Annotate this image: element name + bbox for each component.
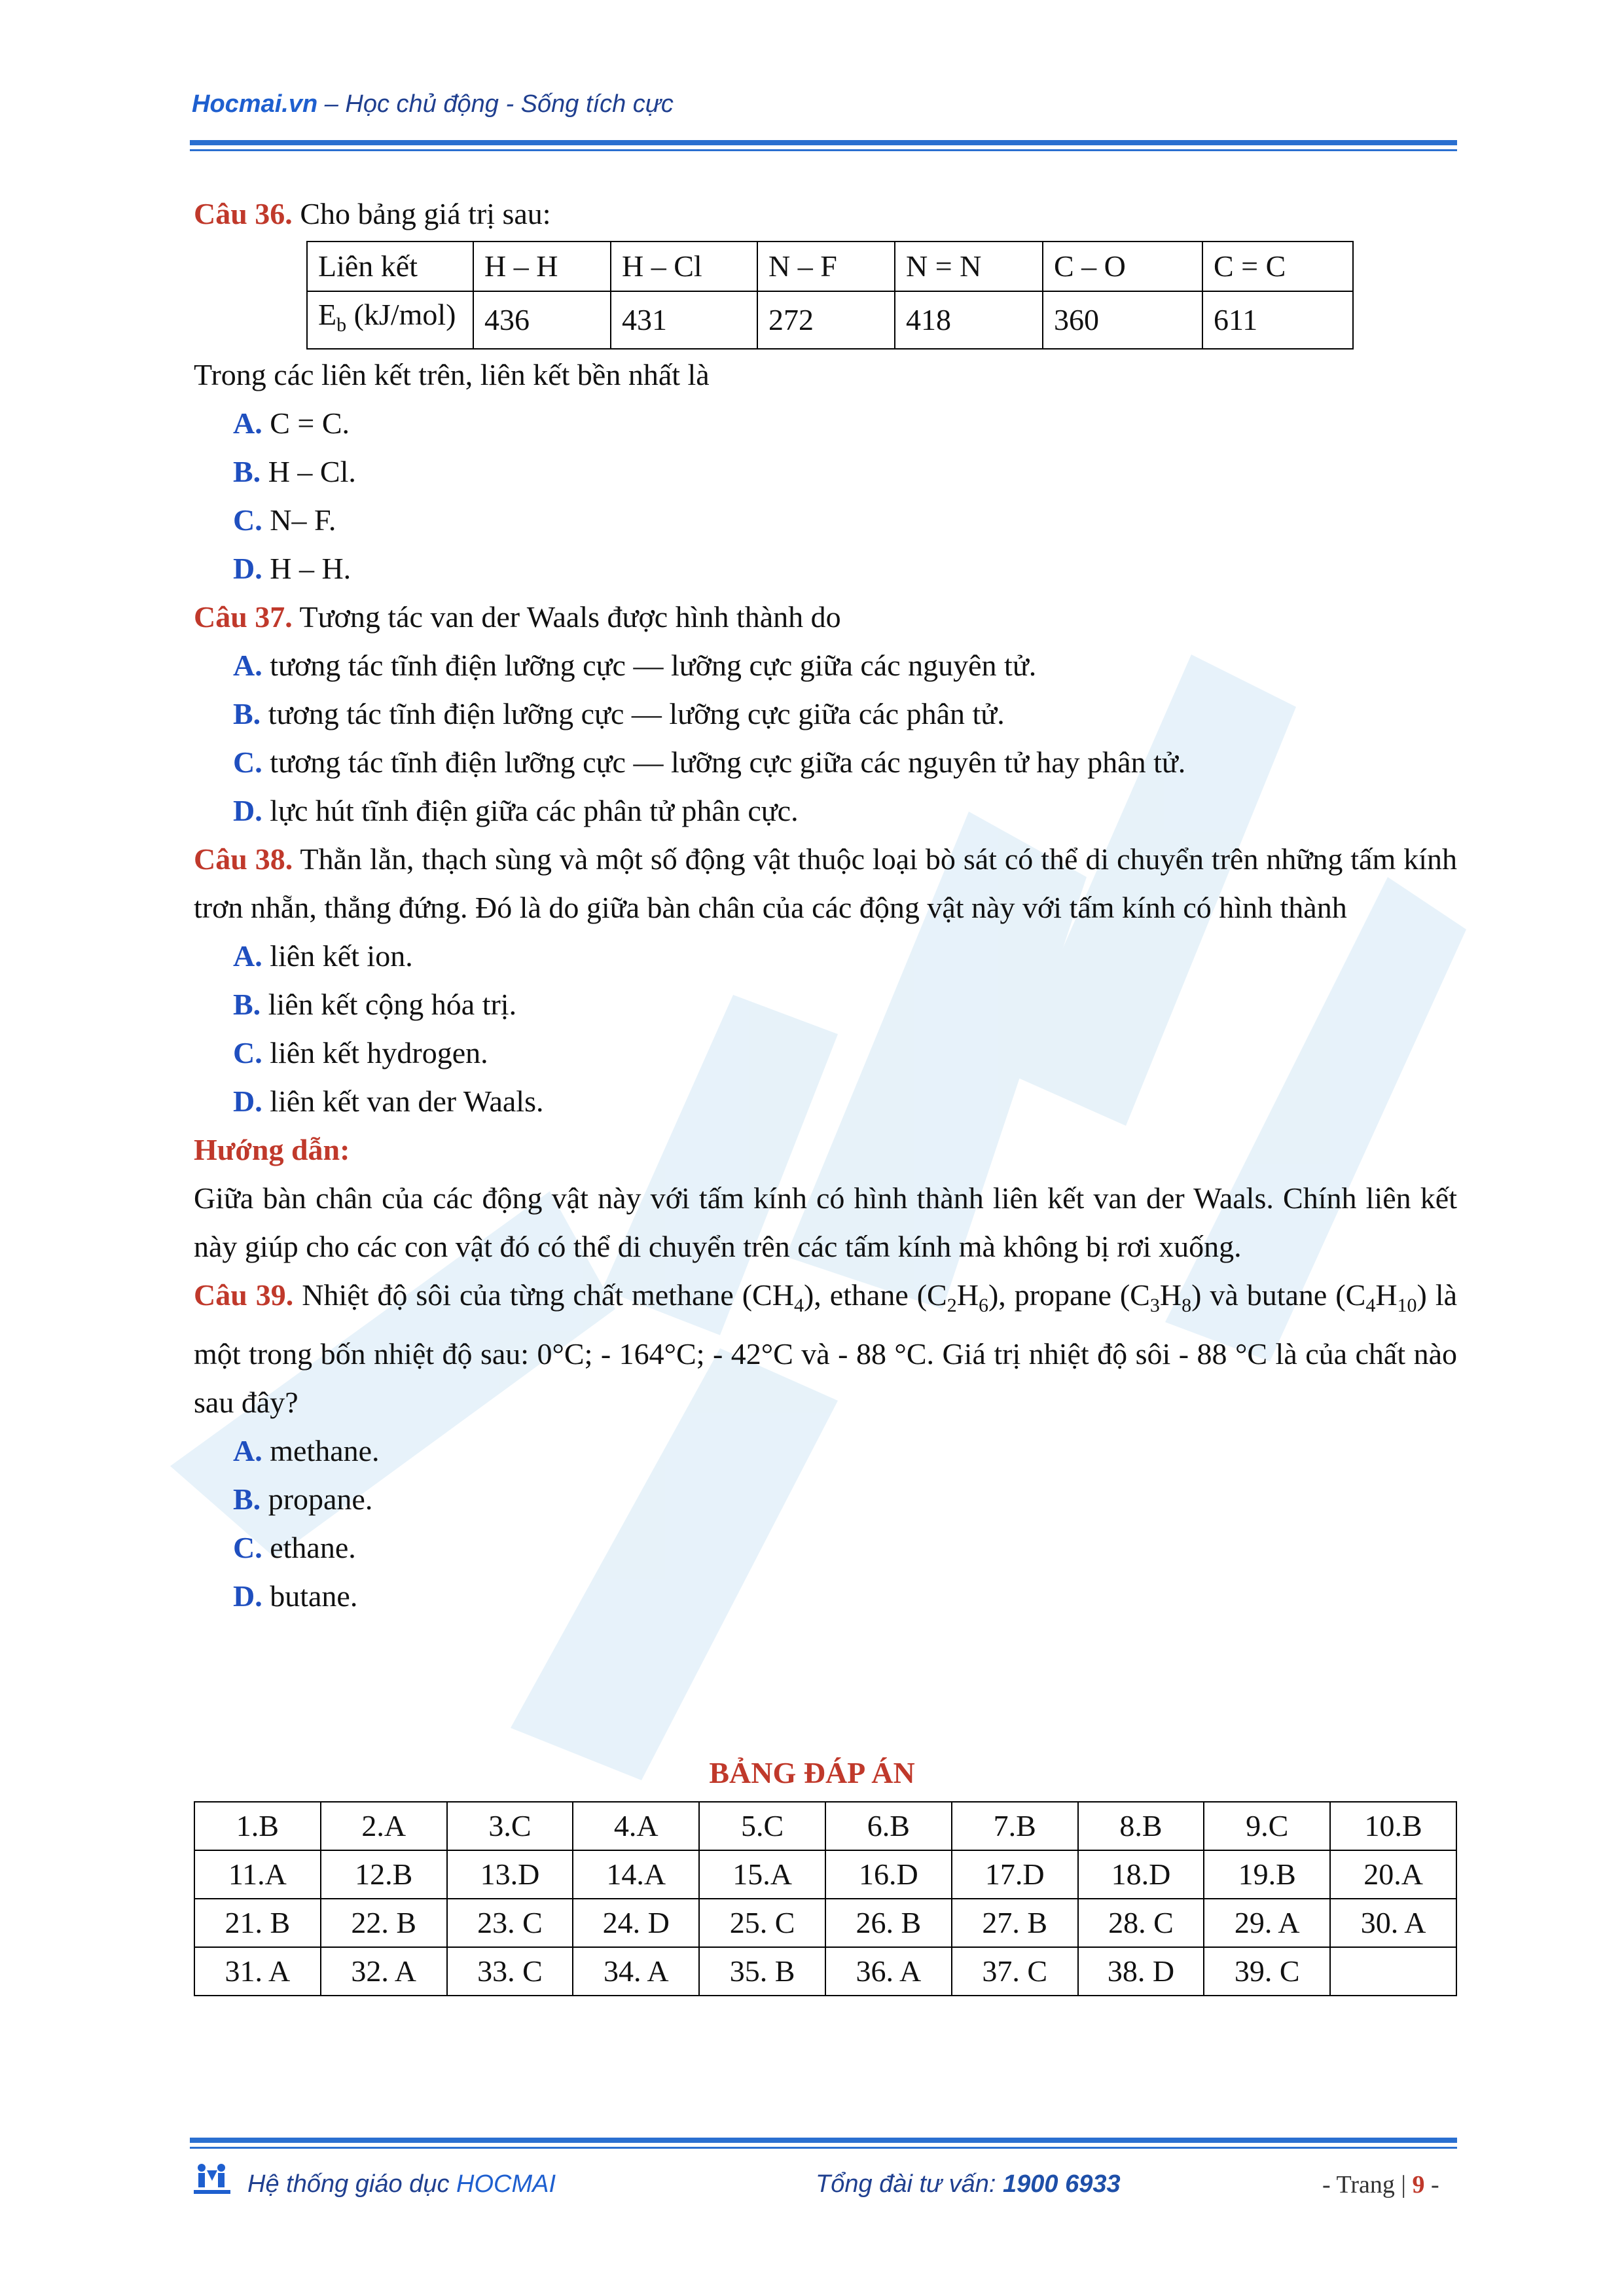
option-d: D. lực hút tĩnh điện giữa các phân tử phân cực. [233, 794, 799, 828]
answer-cell: 38. D [1078, 1947, 1204, 1996]
table-cell: 272 [757, 291, 895, 349]
bond-energy-table [306, 241, 1354, 350]
answer-key-table [194, 1801, 1457, 1996]
question-number: Câu 38. [194, 842, 293, 876]
answer-cell: 34. A [573, 1947, 699, 1996]
answer-cell: 8.B [1078, 1802, 1204, 1850]
footer-rule-thin [190, 2147, 1457, 2149]
footer-rule-thick [190, 2138, 1457, 2143]
table-row [194, 1899, 1456, 1947]
header-rule-thin [190, 149, 1457, 151]
answer-cell: 36. A [825, 1947, 952, 1996]
option-b: B. liên kết cộng hóa trị. [233, 988, 517, 1022]
header-rule-thick [190, 140, 1457, 145]
answer-key-title: BẢNG ĐÁP ÁN [709, 1756, 915, 1789]
option-c: C. N– F. [233, 503, 336, 537]
answer-cell: 9.C [1204, 1802, 1330, 1850]
guide-title: Hướng dẫn: [194, 1133, 350, 1167]
option-c: C. liên kết hydrogen. [233, 1036, 488, 1070]
answer-cell: 13.D [447, 1850, 573, 1899]
answer-cell: 11.A [194, 1850, 321, 1899]
answer-cell: 7.B [952, 1802, 1078, 1850]
answer-cell: 17.D [952, 1850, 1078, 1899]
answer-cell: 33. C [447, 1947, 573, 1996]
option-b: B. H – Cl. [233, 455, 356, 489]
answer-cell: 20.A [1330, 1850, 1456, 1899]
answer-cell: 25. C [699, 1899, 825, 1947]
answer-cell: 6.B [825, 1802, 952, 1850]
option-d: D. butane. [233, 1579, 358, 1613]
table-cell: N = N [895, 242, 1043, 291]
table-cell: 360 [1043, 291, 1202, 349]
answer-cell: 5.C [699, 1802, 825, 1850]
table-cell: N – F [757, 242, 895, 291]
option-a: A. methane. [233, 1434, 380, 1468]
table-row [307, 291, 1353, 349]
answer-cell: 32. A [321, 1947, 447, 1996]
table-cell: C = C [1202, 242, 1353, 291]
option-a: A. liên kết ion. [233, 939, 413, 973]
answer-cell: 4.A [573, 1802, 699, 1850]
answer-cell: 27. B [952, 1899, 1078, 1947]
table-cell: H – Cl [611, 242, 757, 291]
table-cell: C – O [1043, 242, 1202, 291]
answer-cell: 39. C [1204, 1947, 1330, 1996]
answer-cell: 3.C [447, 1802, 573, 1850]
answer-cell: 24. D [573, 1899, 699, 1947]
option-d: D. liên kết van der Waals. [233, 1085, 544, 1119]
table-cell: Liên kết [307, 242, 473, 291]
answer-cell: 23. C [447, 1899, 573, 1947]
main-content [194, 190, 1457, 1621]
hocmai-logo-icon [192, 2161, 232, 2198]
answer-cell: 21. B [194, 1899, 321, 1947]
answer-cell: 19.B [1204, 1850, 1330, 1899]
table-cell-label: $E_b$ (kJ/mol) [307, 291, 473, 349]
table-row [194, 1947, 1456, 1996]
option-d: D. H – H. [233, 552, 352, 586]
option-a: A. C = C. [233, 406, 350, 440]
answer-cell: 29. A [1204, 1899, 1330, 1947]
table-cell: H – H [473, 242, 611, 291]
footer-hotline: Tổng đài tư vấn: 1900 6933 [816, 2170, 1121, 2198]
answer-cell: 37. C [952, 1947, 1078, 1996]
answer-cell: 35. B [699, 1947, 825, 1996]
answer-cell: 12.B [321, 1850, 447, 1899]
question-36 [194, 190, 1457, 238]
option-a: A. tương tác tĩnh điện lưỡng cực — lưỡng cực giữa các nguyên tử. [233, 649, 1037, 683]
answer-cell: 22. B [321, 1899, 447, 1947]
answer-cell [1330, 1947, 1456, 1996]
table-row [194, 1802, 1456, 1850]
answer-cell: 15.A [699, 1850, 825, 1899]
table-row [194, 1850, 1456, 1899]
table-cell: 436 [473, 291, 611, 349]
question-stem: Trong các liên kết trên, liên kết bền nhất là [194, 358, 710, 392]
answer-cell: 10.B [1330, 1802, 1456, 1850]
question-39: Câu 39. Nhiệt độ sôi của từng chất methane $(CH_4)$, ethane $(C_2H_6)$, propane $(C_3H_8)$ và butane $(C_4H_{10})$ là một trong bốn nhiệt độ sau: 0°C; - 164°C; - 42°C và - 88 °C. Giá trị nhiệt độ sôi - 88 °C là của chất nào sau đây? [194, 1278, 1458, 1420]
table-cell: 431 [611, 291, 757, 349]
answer-cell: 16.D [825, 1850, 952, 1899]
header-slogan: – Học chủ động - Sống tích cực [317, 90, 674, 118]
question-37 [194, 593, 1457, 641]
option-b: B. tương tác tĩnh điện lưỡng cực — lưỡng cực giữa các phân tử. [233, 697, 1005, 731]
option-c: C. tương tác tĩnh điện lưỡng cực — lưỡng cực giữa các nguyên tử hay phân tử. [233, 745, 1186, 780]
answer-cell: 18.D [1078, 1850, 1204, 1899]
question-text: Tương tác van der Waals được hình thành do [292, 600, 841, 634]
guide-text: Giữa bàn chân của các động vật này với tấm kính có hình thành liên kết van der Waals. Chính liên kết này giúp cho các con vật đó có thể di chuyển trên các tấm kính mà không bị rơi xuống. [194, 1181, 1457, 1264]
footer-organization: Hệ thống giáo dục HOCMAI [247, 2170, 556, 2198]
answer-cell: 2.A [321, 1802, 447, 1850]
question-38 [194, 835, 1457, 932]
question-number: Câu 36. [194, 197, 293, 230]
question-number: Câu 39. [194, 1278, 294, 1312]
page-number: - Trang | 9 - [1322, 2171, 1439, 2198]
answer-cell: 28. C [1078, 1899, 1204, 1947]
answer-cell: 26. B [825, 1899, 952, 1947]
header-brand: Hocmai.vn [192, 90, 318, 118]
answer-cell: 30. A [1330, 1899, 1456, 1947]
answer-cell: 31. A [194, 1947, 321, 1996]
question-text: Cho bảng giá trị sau: [292, 197, 551, 230]
answer-cell: 1.B [194, 1802, 321, 1850]
table-row [307, 242, 1353, 291]
table-cell: 611 [1202, 291, 1353, 349]
page-header [192, 90, 674, 118]
question-text: Thằn lằn, thạch sùng và một số động vật thuộc loại bò sát có thể di chuyển trên những tấm kính trơn nhẵn, thẳng đứng. Đó là do giữa bàn chân của các động vật này với tấm kính có hình thành [194, 842, 1457, 925]
question-number: Câu 37. [194, 600, 293, 634]
table-cell: 418 [895, 291, 1043, 349]
option-b: B. propane. [233, 1482, 373, 1516]
answer-cell: 14.A [573, 1850, 699, 1899]
option-c: C. ethane. [233, 1531, 356, 1565]
